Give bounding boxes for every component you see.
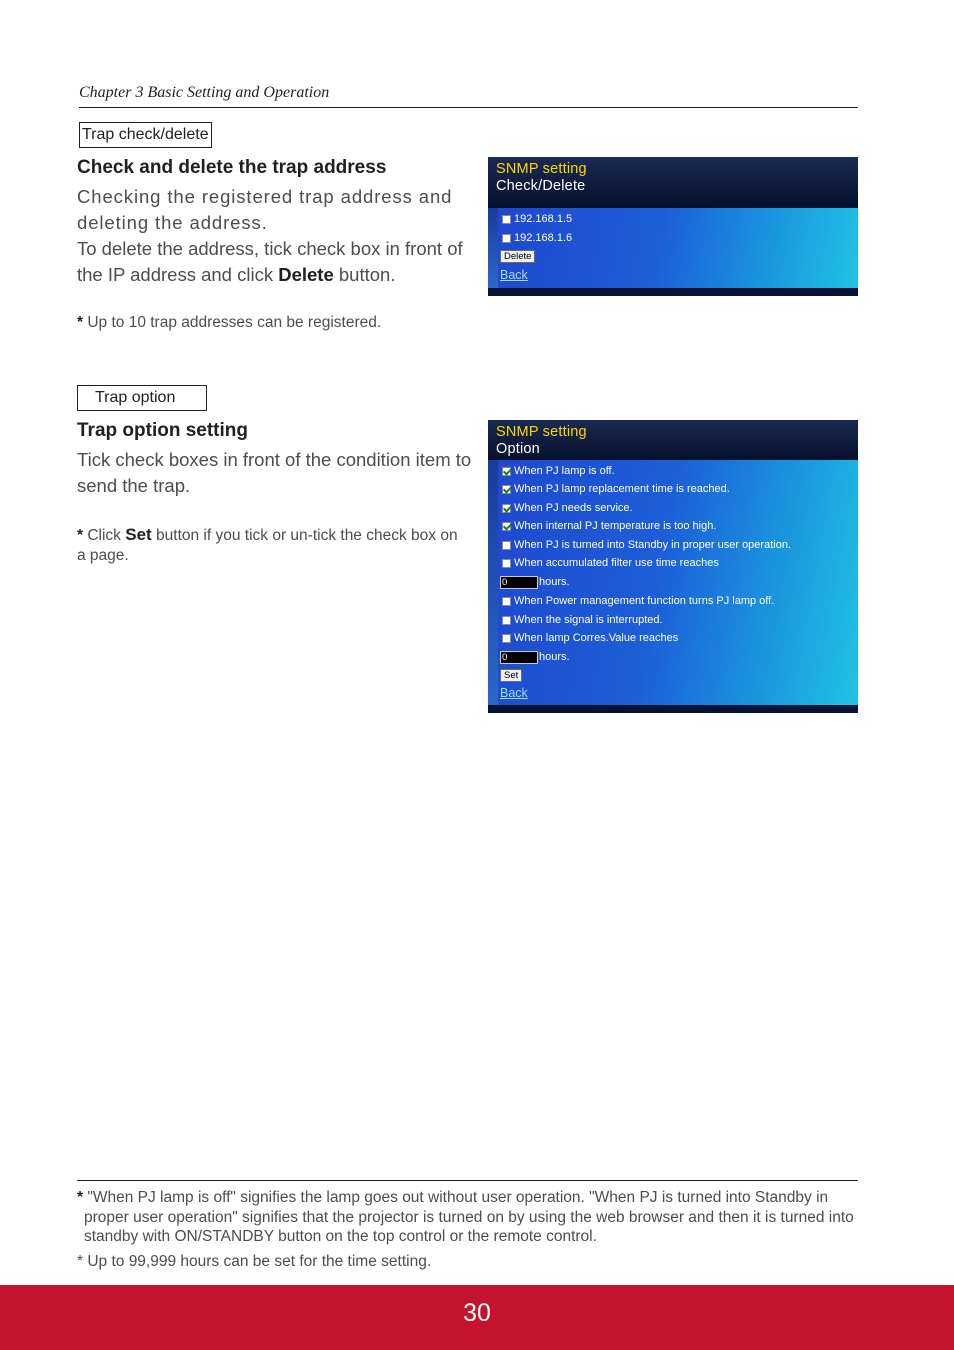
option-checkbox[interactable] bbox=[502, 522, 511, 531]
option-row[interactable] bbox=[502, 612, 663, 628]
header-rule bbox=[79, 107, 858, 108]
screen-title: SNMP setting bbox=[496, 424, 587, 440]
option-label: When PJ is turned into Standby in proper user operation. bbox=[514, 539, 791, 551]
option-row[interactable] bbox=[502, 481, 730, 497]
option-row[interactable] bbox=[502, 630, 678, 646]
option-row[interactable] bbox=[502, 463, 615, 479]
screen-side-strip bbox=[488, 460, 498, 705]
option-label: When Power management function turns PJ lamp off. bbox=[514, 595, 775, 607]
hours-label: hours. bbox=[539, 576, 570, 588]
option-checkbox[interactable] bbox=[502, 541, 511, 550]
section-label-trap-check: Trap check/delete bbox=[79, 122, 212, 148]
option-label: When PJ needs service. bbox=[514, 502, 633, 514]
address-checkbox[interactable] bbox=[502, 215, 511, 224]
screen-footer bbox=[488, 288, 858, 296]
lamp-hours-input[interactable]: 0 bbox=[500, 651, 538, 664]
lamp-hours-row bbox=[500, 649, 570, 665]
screen-side-strip bbox=[488, 208, 498, 288]
delete-button[interactable]: Delete bbox=[500, 250, 535, 263]
address-checkbox[interactable] bbox=[502, 234, 511, 243]
option-checkbox[interactable] bbox=[502, 467, 511, 476]
page-number: 30 bbox=[463, 1299, 491, 1327]
address-row[interactable] bbox=[502, 230, 572, 246]
back-link[interactable]: Back bbox=[500, 268, 528, 282]
option-row[interactable] bbox=[502, 500, 633, 516]
option-label: When PJ lamp is off. bbox=[514, 465, 615, 477]
option-checkbox[interactable] bbox=[502, 634, 511, 643]
option-row[interactable] bbox=[502, 593, 774, 609]
option-checkbox[interactable] bbox=[502, 559, 511, 568]
screen-subtitle: Check/Delete bbox=[496, 178, 586, 194]
chapter-heading: Chapter 3 Basic Setting and Operation bbox=[79, 84, 330, 101]
set-button-note: * Click Set button if you tick or un-tick the check box on a page. bbox=[77, 525, 458, 564]
screen-body bbox=[498, 208, 858, 288]
snmp-option-screen bbox=[488, 420, 858, 713]
option-checkbox[interactable] bbox=[502, 597, 511, 606]
screen-header bbox=[488, 157, 858, 208]
filter-hours-row bbox=[500, 574, 570, 590]
option-label: When the signal is interrupted. bbox=[514, 614, 663, 626]
address-label: 192.168.1.5 bbox=[514, 213, 573, 225]
option-checkbox[interactable] bbox=[502, 616, 511, 625]
option-label: When PJ lamp replacement time is reached. bbox=[514, 483, 730, 495]
set-button[interactable]: Set bbox=[500, 669, 522, 682]
check-delete-paragraph-1: Checking the registered trap address and deleting the address. bbox=[77, 186, 453, 233]
address-label: 192.168.1.6 bbox=[514, 232, 573, 244]
option-label: When internal PJ temperature is too high. bbox=[514, 520, 717, 532]
address-row[interactable] bbox=[502, 211, 572, 227]
option-row[interactable] bbox=[502, 518, 716, 534]
option-row[interactable] bbox=[502, 537, 791, 553]
snmp-check-delete-screen bbox=[488, 157, 858, 296]
section-title-check-delete: Check and delete the trap address bbox=[77, 157, 387, 178]
trap-option-paragraph: Tick check boxes in front of the condition item to send the trap. bbox=[77, 449, 472, 496]
page-footer-bar bbox=[0, 1285, 954, 1350]
delete-term: Delete bbox=[278, 264, 334, 285]
option-checkbox[interactable] bbox=[502, 485, 511, 494]
set-term: Set bbox=[125, 525, 152, 544]
screen-title: SNMP setting bbox=[496, 161, 587, 177]
option-row[interactable] bbox=[502, 555, 719, 571]
option-checkbox[interactable] bbox=[502, 504, 511, 513]
back-link[interactable]: Back bbox=[500, 686, 528, 700]
screen-footer bbox=[488, 705, 858, 713]
footnote-rule bbox=[77, 1180, 858, 1181]
footnote-lamp-off: * "When PJ lamp is off" signifies the lamp goes out without user operation. "When PJ is turned into Standby in proper user operation" signifies that the projector is turned on by using the web browser and then it is turned into standby with ON/STANDBY button on the top control or the remote control. bbox=[77, 1189, 854, 1245]
option-label: When lamp Corres.Value reaches bbox=[514, 632, 679, 644]
hours-label: hours. bbox=[539, 651, 570, 663]
check-delete-paragraph-2: To delete the address, tick check box in front of the IP address and click Delete button. bbox=[77, 238, 463, 285]
option-label: When accumulated filter use time reaches bbox=[514, 557, 719, 569]
footnote-hours-limit: * Up to 99,999 hours can be set for the time setting. bbox=[77, 1253, 432, 1270]
screen-header bbox=[488, 420, 858, 460]
section-label-trap-option: Trap option bbox=[77, 385, 207, 411]
trap-limit-note: * Up to 10 trap addresses can be registered. bbox=[77, 314, 382, 331]
screen-subtitle: Option bbox=[496, 441, 540, 457]
filter-hours-input[interactable]: 0 bbox=[500, 576, 538, 589]
screen-body bbox=[498, 460, 858, 705]
section-title-trap-option: Trap option setting bbox=[77, 420, 248, 441]
